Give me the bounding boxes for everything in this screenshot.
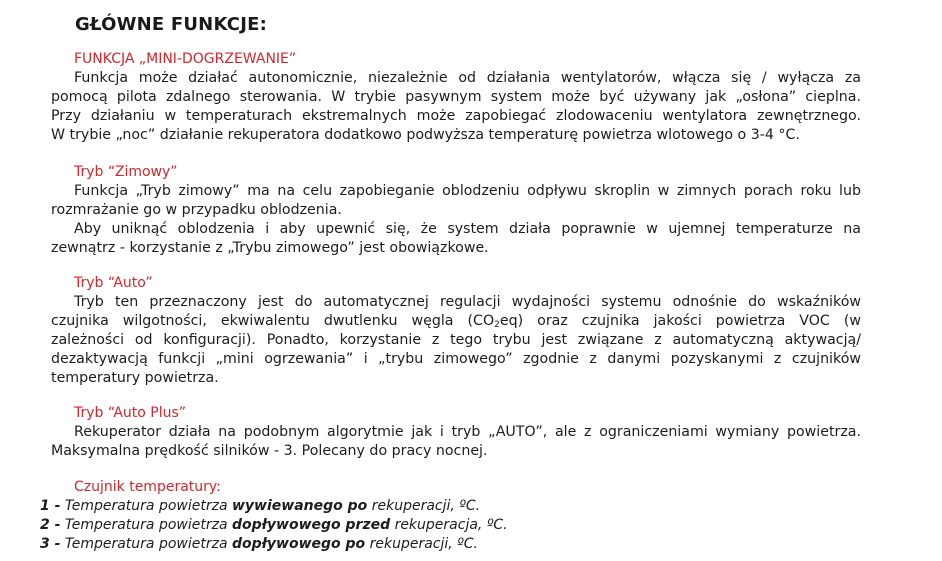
paragraph-line: zależności od konfiguracji). Ponadto, korzystanie z tego trybu jest związane z automatyczną aktywacją/ (51, 332, 861, 348)
paragraph-line: dezaktywacją funkcji „mini ogrzewania” i „trybu zimowego” zgodnie z danymi pozyskanymi z czujników (51, 351, 861, 367)
sensor-item (40, 497, 480, 516)
paragraph-line (51, 312, 861, 331)
sensor-item (40, 535, 478, 554)
sensor-text: rekuperacji, ºC. (369, 536, 478, 552)
sensor-number: 1 - (40, 498, 61, 514)
sensor-bold-text: dopływowego po (231, 536, 366, 552)
sensor-item (40, 516, 508, 535)
subscript: 2 (494, 320, 500, 330)
sensor-text: Temperatura powietrza (64, 536, 228, 552)
paragraph-line: Maksymalna prędkość silników - 3. Polecany do pracy nocnej. (51, 443, 488, 459)
page-title: GŁÓWNE FUNKCJE: (75, 14, 267, 35)
paragraph-line: Funkcja może działać autonomicznie, niezależnie od działania wentylatorów, włącza się / wyłącza za (74, 70, 861, 86)
paragraph-line: Funkcja „Tryb zimowy” ma na celu zapobieganie oblodzeniu odpływu skroplin w zimnych porach roku lub (74, 183, 861, 199)
paragraph-line: pomocą pilota zdalnego sterowania. W trybie pasywnym system może być używany jak „osłona” cieplna. (51, 89, 861, 105)
section-heading-autoplus: Tryb “Auto Plus” (74, 405, 187, 421)
sensor-text: Temperatura powietrza (64, 498, 228, 514)
sensor-text: rekuperacji, ºC. (371, 498, 481, 514)
sensor-text: rekuperacja, ºC. (394, 517, 508, 533)
paragraph-line: rozmrażanie go w przypadku oblodzenia. (51, 202, 342, 218)
sensor-number: 2 - (40, 517, 61, 533)
text-span: czujnika wilgotności, ekwiwalentu dwutlenku węgla (CO (51, 313, 495, 329)
paragraph-line: temperatury powietrza. (51, 370, 219, 386)
paragraph-line: Aby uniknąć oblodzenia i aby upewnić się, że system działa poprawnie w ujemnej temperaturze na (74, 221, 861, 237)
sensor-bold-text: wywiewanego po (231, 498, 368, 514)
sensor-text: Temperatura powietrza (64, 517, 228, 533)
section-heading-winter: Tryb “Zimowy” (74, 164, 178, 180)
section-heading-auto: Tryb “Auto” (74, 275, 153, 291)
paragraph-line: Przy działaniu w temperaturach ekstremalnych może zapobiegać zlodowaceniu wentylatora zewnętrznego. (51, 108, 861, 124)
paragraph-line: Rekuperator działa na podobnym algorytmie jak i tryb „AUTO”, ale z ograniczeniami wymiany powietrza. (74, 424, 861, 440)
paragraph-line: zewnątrz - korzystanie z „Trybu zimowego” jest obowiązkowe. (51, 240, 489, 256)
text-span: eq) oraz czujnika jakości powietrza VOC (w (499, 313, 861, 329)
section-heading-mini: FUNKCJA „MINI-DOGRZEWANIE” (74, 51, 297, 67)
sensor-number: 3 - (40, 536, 61, 552)
section-heading-sensors: Czujnik temperatury: (74, 479, 221, 495)
paragraph-line: Tryb ten przeznaczony jest do automatycznej regulacji wydajności systemu odnośnie do wskaźników (74, 294, 861, 310)
sensor-bold-text: dopływowego przed (231, 517, 391, 533)
paragraph-line: W trybie „noc” działanie rekuperatora dodatkowo podwyższa temperaturę powietrza wlotowego o 3-4 °C. (51, 127, 800, 143)
